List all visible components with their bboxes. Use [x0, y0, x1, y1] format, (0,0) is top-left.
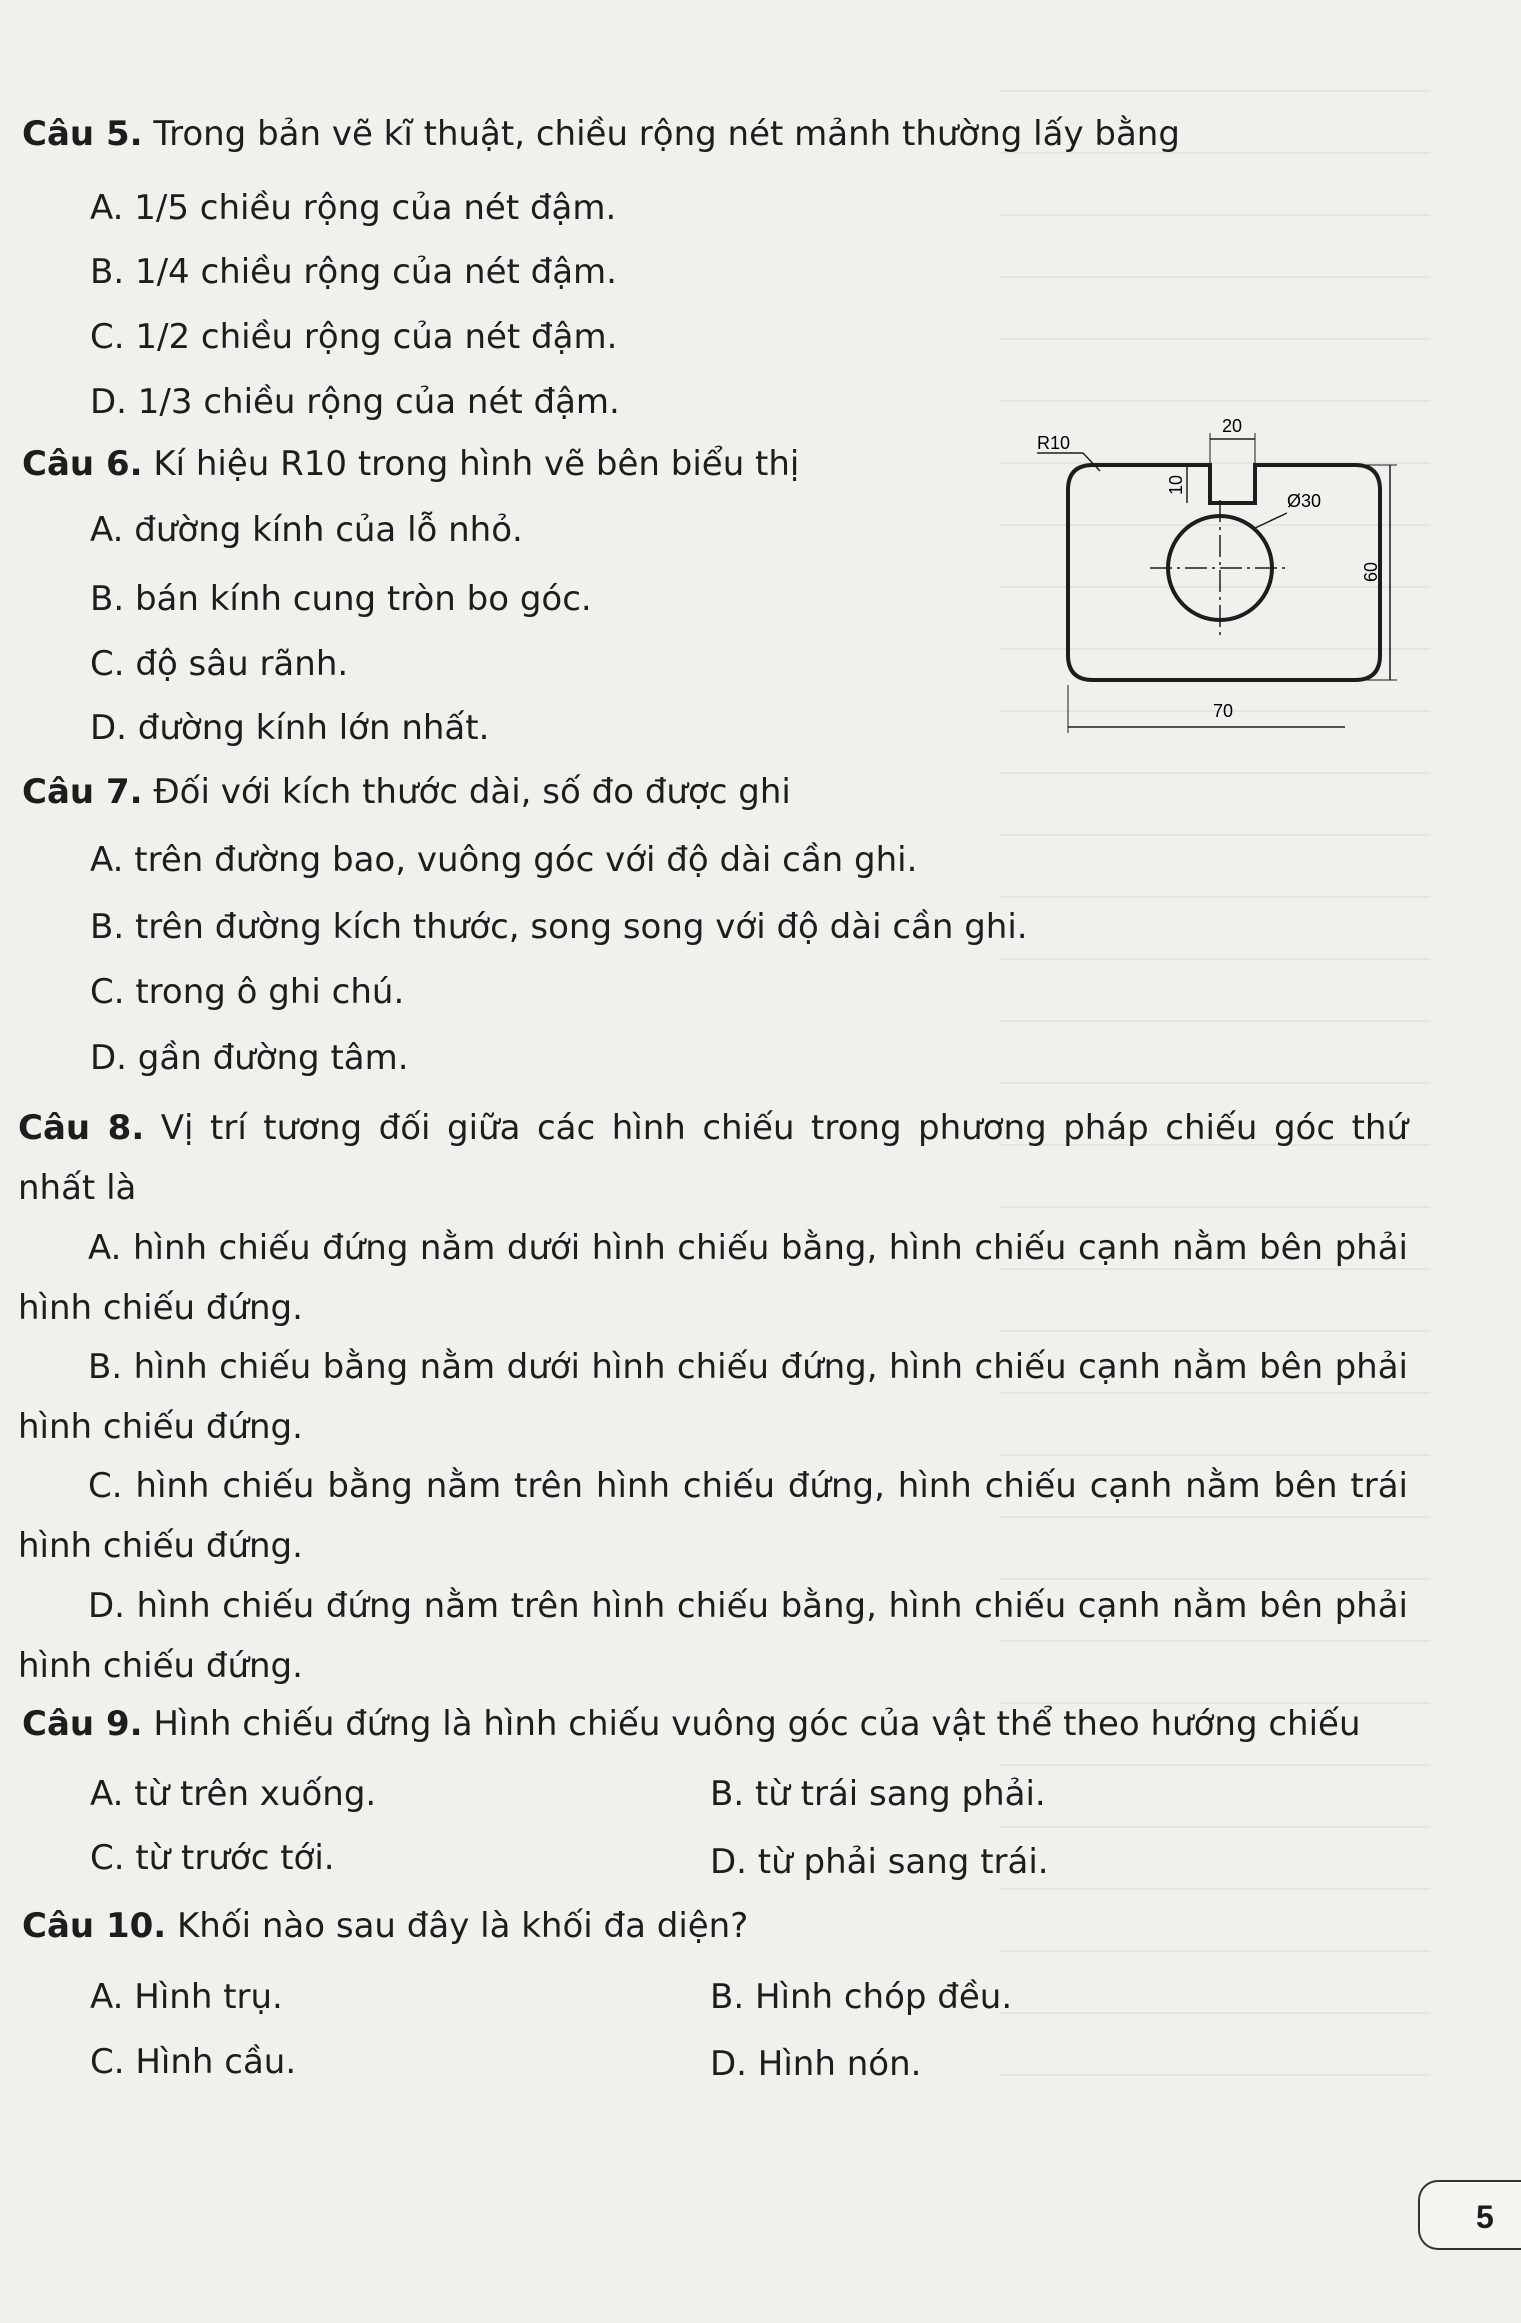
q7-option-b: B. trên đường kích thước, song song với độ dài cần ghi. — [90, 907, 1028, 947]
question-9 — [22, 1702, 1361, 1746]
q6-option-b: B. bán kính cung tròn bo góc. — [90, 579, 592, 619]
question-7 — [22, 770, 791, 814]
q7-option-c: C. trong ô ghi chú. — [90, 972, 405, 1012]
question-7-text: Đối với kích thước dài, số đo được ghi — [142, 772, 791, 812]
question-5-text: Trong bản vẽ kĩ thuật, chiều rộng nét mảnh thường lấy bằng — [142, 114, 1180, 154]
q10-option-b: B. Hình chóp đều. — [710, 1977, 1013, 2017]
dim-60-label: 60 — [1361, 561, 1381, 582]
hole-leader — [1253, 513, 1287, 529]
q8-option-a-text: A. hình chiếu đứng nằm dưới hình chiếu bằng, hình chiếu cạnh nằm bên phải hình chiếu đứng. — [18, 1228, 1408, 1328]
q5-option-b: B. 1/4 chiều rộng của nét đậm. — [90, 252, 617, 292]
question-8 — [18, 1098, 1408, 1218]
q5-option-a: A. 1/5 chiều rộng của nét đậm. — [90, 188, 617, 228]
q8-option-d — [18, 1576, 1408, 1696]
q8-option-b — [18, 1337, 1408, 1457]
question-9-number: Câu 9. — [22, 1704, 143, 1744]
r10-leader — [1083, 453, 1100, 471]
question-8-text: Vị trí tương đối giữa các hình chiếu trong phương pháp chiếu góc thứ nhất là — [18, 1108, 1409, 1208]
question-7-number: Câu 7. — [22, 772, 143, 812]
technical-drawing-figure — [1025, 415, 1405, 735]
q6-option-c: C. độ sâu rãnh. — [90, 644, 349, 684]
question-9-text: Hình chiếu đứng là hình chiếu vuông góc của vật thể theo hướng chiếu — [142, 1704, 1361, 1744]
question-6-number: Câu 6. — [22, 444, 143, 484]
bleed-through-texture — [1000, 90, 1430, 2090]
question-6-text: Kí hiệu R10 trong hình vẽ bên biểu thị — [142, 444, 800, 484]
q8-option-d-text: D. hình chiếu đứng nằm trên hình chiếu bằng, hình chiếu cạnh nằm bên phải hình chiếu đứng. — [18, 1586, 1408, 1686]
question-5 — [22, 112, 1180, 156]
q10-option-d: D. Hình nón. — [710, 2044, 922, 2084]
r10-label: R10 — [1037, 433, 1071, 453]
question-8-number: Câu 8. — [18, 1108, 145, 1148]
dim-10-label: 10 — [1166, 474, 1186, 495]
part-outline — [1068, 465, 1380, 680]
q10-option-a: A. Hình trụ. — [90, 1977, 283, 2017]
q8-option-c-text: C. hình chiếu bằng nằm trên hình chiếu đứng, hình chiếu cạnh nằm bên trái hình chiếu đứng. — [18, 1466, 1408, 1566]
question-10 — [22, 1904, 748, 1948]
q9-option-b: B. từ trái sang phải. — [710, 1774, 1046, 1814]
q6-option-a: A. đường kính của lỗ nhỏ. — [90, 510, 523, 550]
q7-option-d: D. gần đường tâm. — [90, 1038, 409, 1078]
q9-option-d: D. từ phải sang trái. — [710, 1842, 1049, 1882]
q5-option-c: C. 1/2 chiều rộng của nét đậm. — [90, 317, 618, 357]
q8-option-c — [18, 1456, 1408, 1576]
page-number: 5 — [1418, 2180, 1521, 2250]
q6-option-d: D. đường kính lớn nhất. — [90, 708, 490, 748]
dim-20-label: 20 — [1222, 416, 1243, 436]
q7-option-a: A. trên đường bao, vuông góc với độ dài cần ghi. — [90, 840, 918, 880]
q5-option-d: D. 1/3 chiều rộng của nét đậm. — [90, 382, 620, 422]
q9-option-a: A. từ trên xuống. — [90, 1774, 377, 1814]
q10-option-c: C. Hình cầu. — [90, 2042, 297, 2082]
question-6 — [22, 442, 799, 486]
question-5-number: Câu 5. — [22, 114, 143, 154]
q8-option-a — [18, 1218, 1408, 1338]
q8-option-b-text: B. hình chiếu bằng nằm dưới hình chiếu đứng, hình chiếu cạnh nằm bên phải hình chiếu đứng. — [18, 1347, 1408, 1447]
question-10-number: Câu 10. — [22, 1906, 167, 1946]
question-10-text: Khối nào sau đây là khối đa diện? — [166, 1906, 749, 1946]
dim-70-label: 70 — [1213, 701, 1234, 721]
hole-label: Ø30 — [1287, 491, 1322, 511]
q9-option-c: C. từ trước tới. — [90, 1838, 335, 1878]
